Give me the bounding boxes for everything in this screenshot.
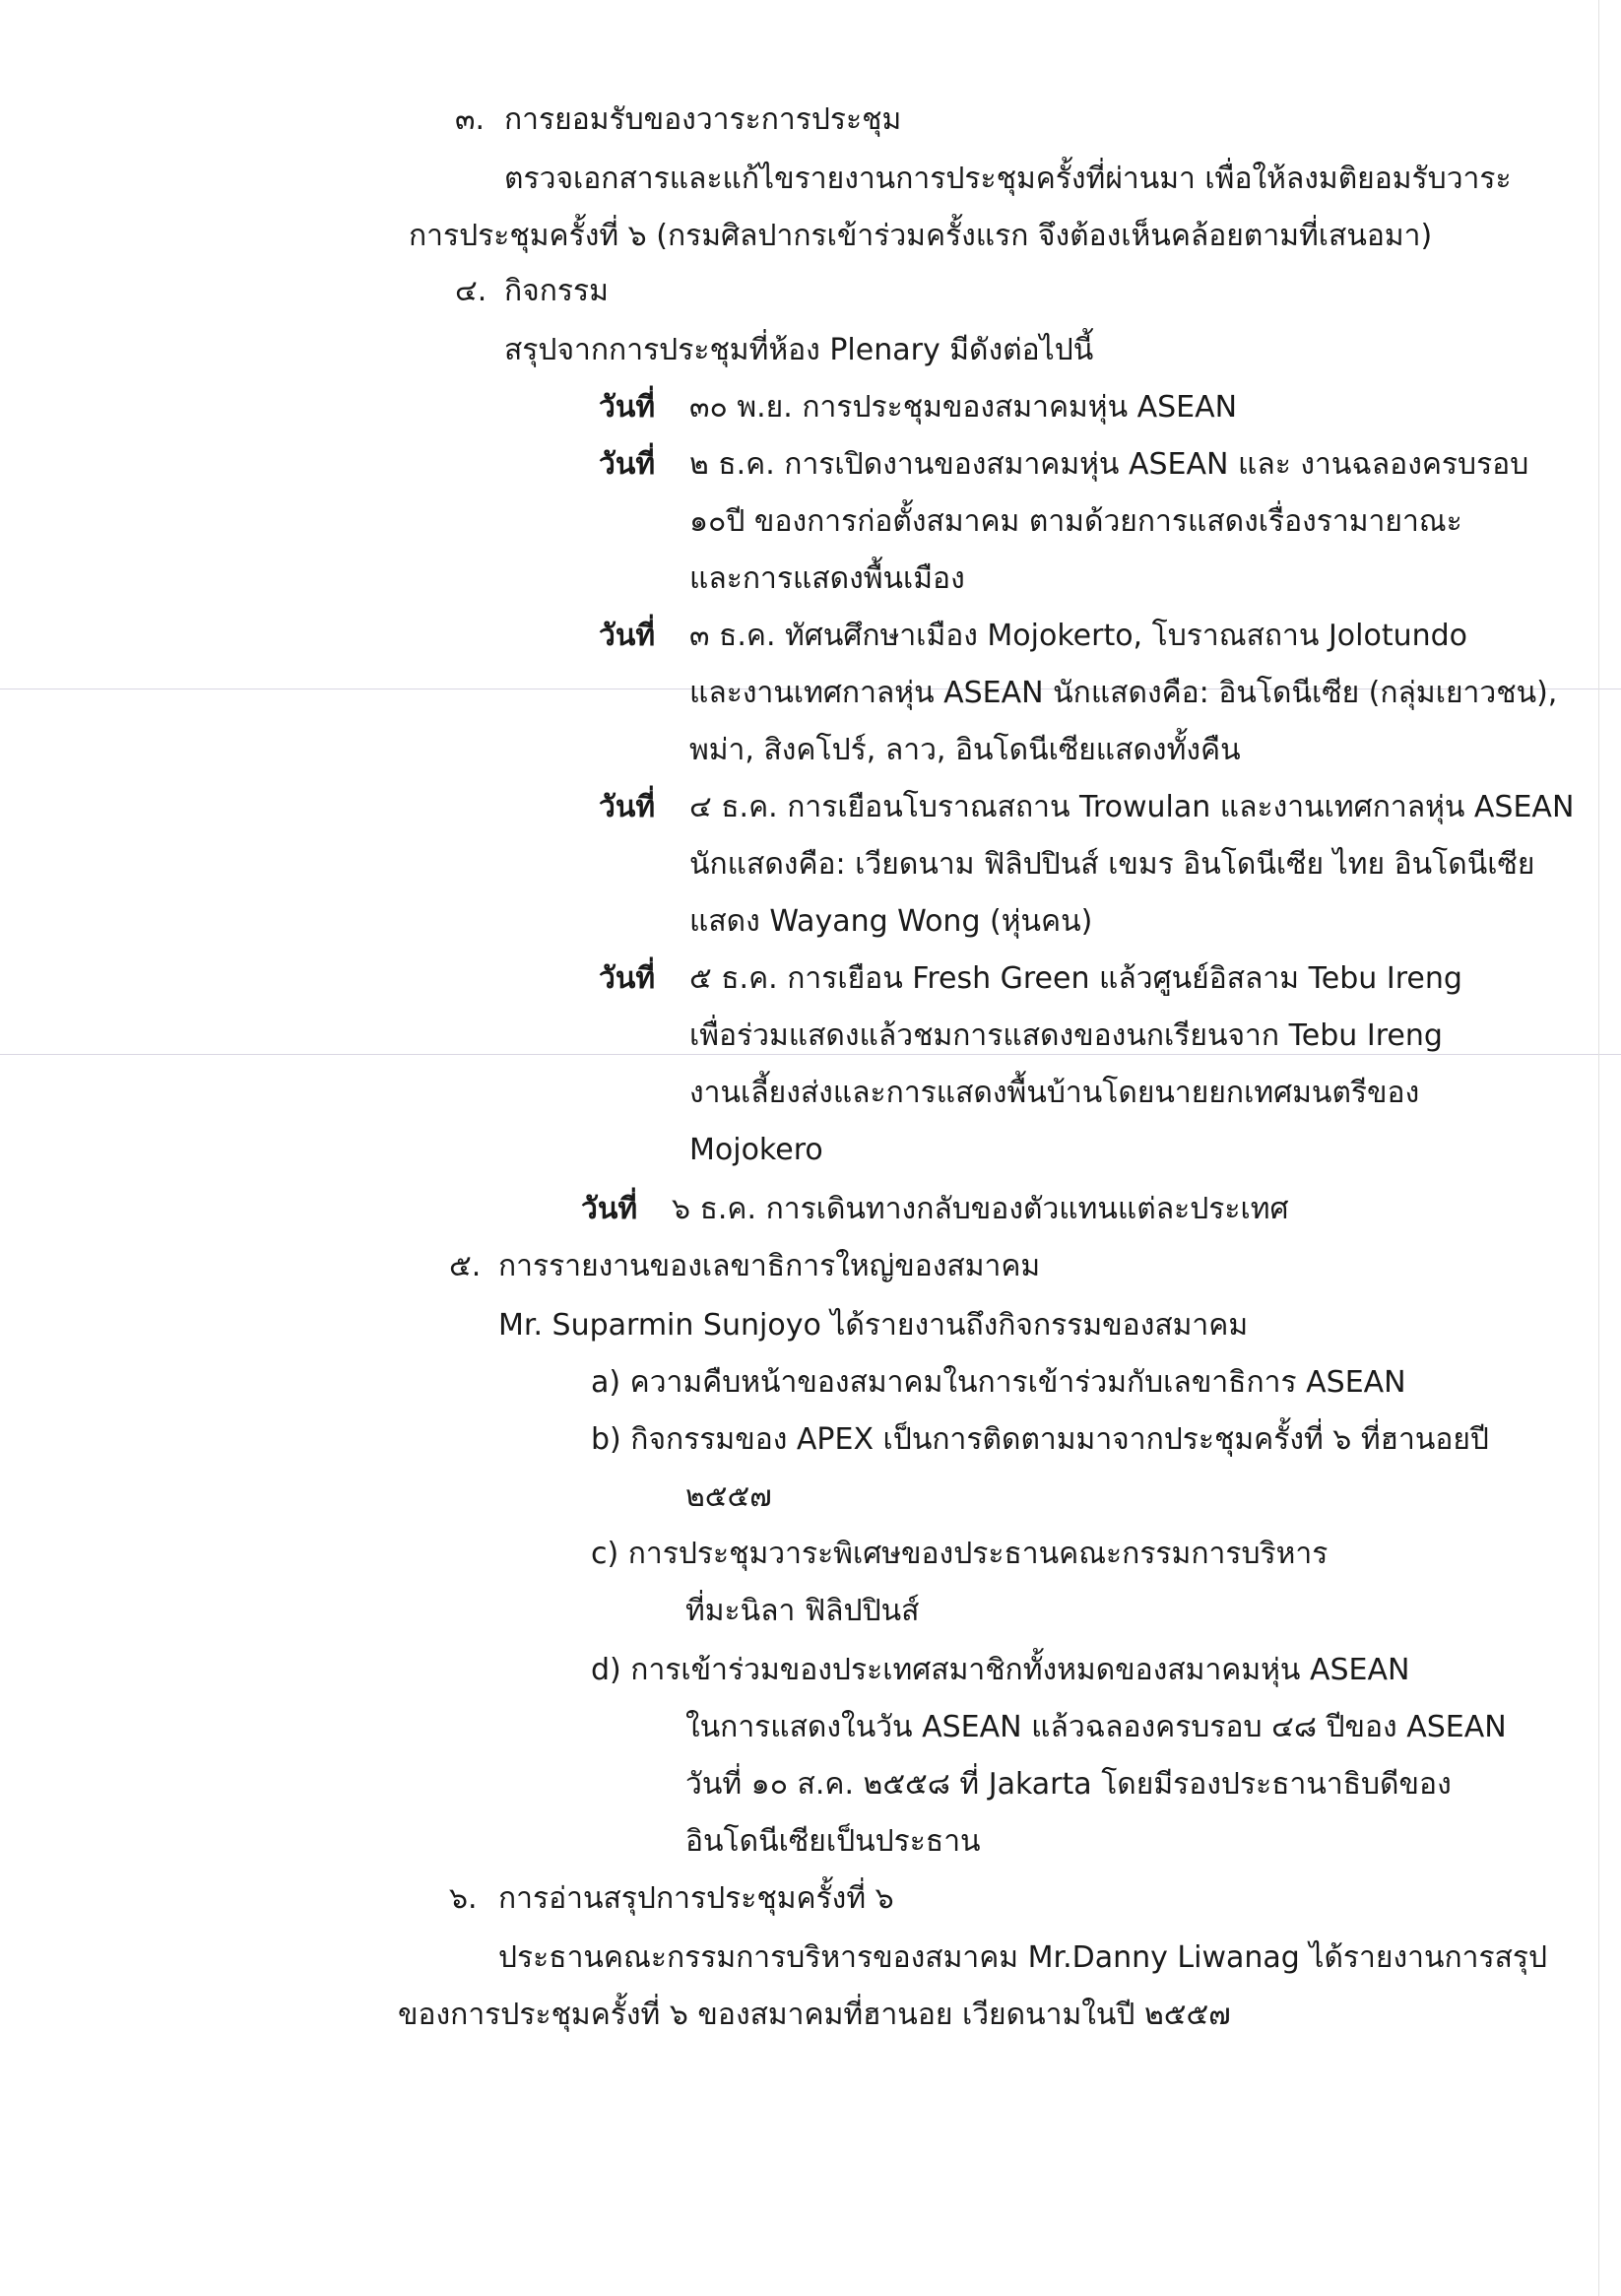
day-text-continued: และการแสดงพื้นเมือง: [689, 561, 965, 596]
report-item-continued: วันที่ ๑๐ ส.ค. ๒๕๕๘ ที่ Jakarta โดยมีรองประธานาธิบดีของ: [685, 1767, 1452, 1802]
day-label: วันที่: [599, 390, 656, 425]
report-item-continued: ที่มะนิลา ฟิลิปปินส์: [685, 1594, 920, 1628]
activity-day-entry: [599, 388, 1237, 427]
section-5-heading: [449, 1247, 1040, 1286]
section-number: ๕.: [449, 1249, 482, 1283]
day-text: ๕ ธ.ค. การเยือน Fresh Green แล้วศูนย์อิสลาม Tebu Ireng: [689, 961, 1462, 996]
report-item: c) การประชุมวาระพิเศษของประธานคณะกรรมการบริหาร: [591, 1537, 1329, 1571]
day-text-continued: งานเลี้ยงส่งและการแสดงพื้นบ้านโดยนายยกเทศมนตรีของ: [689, 1076, 1420, 1110]
day-text-continued: แสดง Wayang Wong (หุ่นคน): [689, 904, 1093, 939]
day-label: วันที่: [599, 619, 656, 653]
section-6-body-line: ประธานคณะกรรมการบริหารของสมาคม Mr.Danny Liwanag ได้รายงานการสรุป: [498, 1940, 1548, 1975]
report-item-continued: ในการแสดงในวัน ASEAN แล้วฉลองครบรอบ ๔๘ ปีของ ASEAN: [685, 1710, 1507, 1744]
section-5-intro: Mr. Suparmin Sunjoyo ได้รายงานถึงกิจกรรมของสมาคม: [498, 1308, 1249, 1343]
section-number: ๖.: [449, 1881, 478, 1916]
section-number: ๓.: [455, 102, 486, 137]
section-title: การรายงานของเลขาธิการใหญ่ของสมาคม: [498, 1249, 1041, 1283]
activity-day-entry: [599, 445, 1528, 485]
report-item-continued: อินโดนีเซียเป็นประธาน: [685, 1824, 981, 1859]
day-text: ๒ ธ.ค. การเปิดงานของสมาคมหุ่น ASEAN และ งานฉลองครบรอบ: [689, 447, 1529, 482]
section-title: กิจกรรม: [504, 274, 609, 308]
day-text-continued: ๑๐ปี ของการก่อตั้งสมาคม ตามด้วยการแสดงเรื่องรามายาณะ: [689, 504, 1462, 539]
report-item: a) ความคืบหน้าของสมาคมในการเข้าร่วมกับเลขาธิการ ASEAN: [591, 1365, 1406, 1400]
day-label: วันที่: [599, 790, 656, 824]
section-title: การอ่านสรุปการประชุมครั้งที่ ๖: [498, 1881, 894, 1916]
section-6-heading: [449, 1879, 894, 1919]
report-item: d) การเข้าร่วมของประเทศสมาชิกทั้งหมดของสมาคมหุ่น ASEAN: [591, 1653, 1410, 1687]
section-3-body-line: ตรวจเอกสารและแก้ไขรายงานการประชุมครั้งที่ผ่านมา เพื่อให้ลงมติยอมรับวาระ: [504, 162, 1512, 196]
day-label: วันที่: [599, 447, 656, 482]
activity-day-entry: [599, 617, 1467, 656]
section-3-body-line: การประชุมครั้งที่ ๖ (กรมศิลปากรเข้าร่วมครั้งแรก จึงต้องเห็นคล้อยตามที่เสนอมา): [409, 219, 1433, 253]
day-text-continued: นักแสดงคือ: เวียดนาม ฟิลิปปินส์ เขมร อินโดนีเซีย ไทย อินโดนีเซีย: [689, 847, 1535, 882]
day-text: ๓๐ พ.ย. การประชุมของสมาคมหุ่น ASEAN: [689, 390, 1238, 425]
page-edge: [1598, 0, 1599, 2296]
day-label: วันที่: [599, 961, 656, 996]
report-item-continued: ๒๕๕๗: [685, 1479, 772, 1514]
day-text: ๓ ธ.ค. ทัศนศึกษาเมือง Mojokerto, โบราณสถาน Jolotundo: [689, 619, 1468, 653]
section-6-body-line: ของการประชุมครั้งที่ ๖ ของสมาคมที่ฮานอย เวียดนามในปี ๒๕๕๗: [398, 1998, 1231, 2032]
section-title: การยอมรับของวาระการประชุม: [504, 102, 902, 137]
activity-day-entry: [581, 1190, 1289, 1229]
section-4-heading: [455, 272, 609, 311]
section-4-intro: สรุปจากการประชุมที่ห้อง Plenary มีดังต่อไปนี้: [504, 333, 1094, 367]
day-text-continued: เพื่อร่วมแสดงแล้วชมการแสดงของนกเรียนจาก Tebu Ireng: [689, 1018, 1443, 1053]
report-item: b) กิจกรรมของ APEX เป็นการติดตามมาจากประชุมครั้งที่ ๖ ที่ฮานอยปี: [591, 1422, 1489, 1457]
section-number: ๔.: [455, 274, 487, 308]
day-text-continued: พม่า, สิงคโปร์, ลาว, อินโดนีเซียแสดงทั้งคืน: [689, 733, 1241, 767]
day-text: ๔ ธ.ค. การเยือนโบราณสถาน Trowulan และงานเทศกาลหุ่น ASEAN: [689, 790, 1575, 824]
day-text-continued: และงานเทศกาลหุ่น ASEAN นักแสดงคือ: อินโดนีเซีย (กลุ่มเยาวชน),: [689, 676, 1558, 710]
day-label: วันที่: [581, 1192, 638, 1226]
section-3-heading: [455, 100, 901, 140]
activity-day-entry: [599, 959, 1462, 999]
day-text-continued: Mojokero: [689, 1133, 823, 1167]
activity-day-entry: [599, 788, 1574, 827]
day-text: ๖ ธ.ค. การเดินทางกลับของตัวแทนแต่ละประเทศ: [672, 1192, 1289, 1226]
